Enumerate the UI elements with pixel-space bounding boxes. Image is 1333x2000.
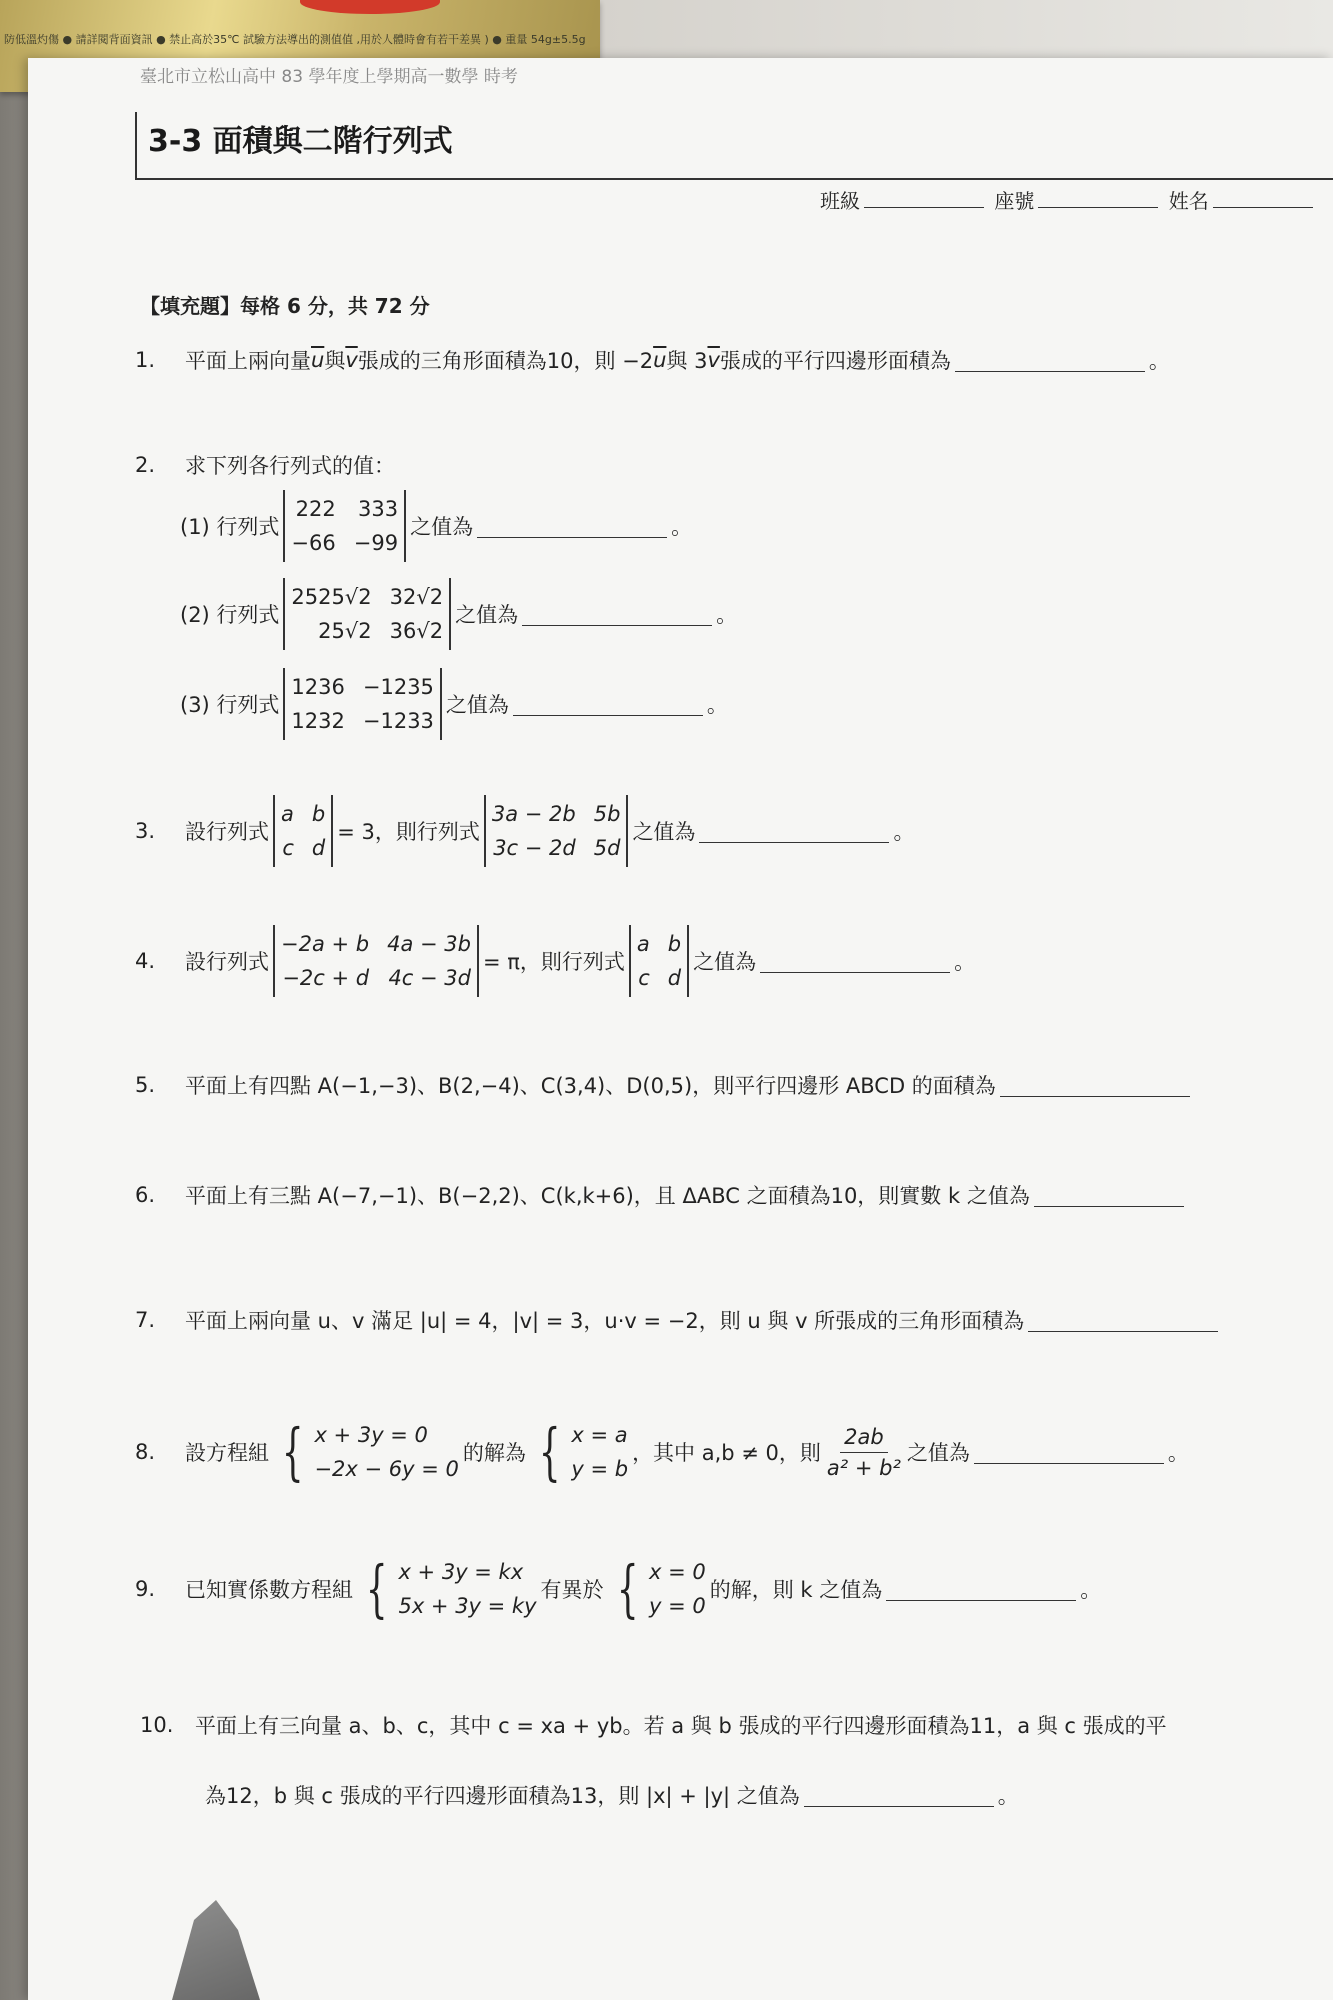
period: 。 — [1080, 1578, 1102, 1602]
question-number: 1. — [135, 348, 156, 372]
determinant — [273, 795, 333, 867]
vector-v: $\overline{v}$ — [707, 348, 720, 372]
answer-blank[interactable] — [699, 820, 889, 843]
det-entry: 222 — [295, 497, 336, 521]
question-number: 2. — [135, 453, 156, 477]
question-2 — [135, 450, 395, 480]
question-number: 9. — [135, 1577, 156, 1601]
q-tail: 之值為 — [445, 693, 509, 717]
brace: { — [538, 1415, 561, 1488]
det-entry: b — [667, 932, 682, 956]
q1-text-e: 張成的平行四邊形面積為 — [719, 349, 951, 373]
det-entry: 4c − 3d — [388, 966, 471, 990]
question-number: 4. — [135, 949, 156, 973]
question-number: 8. — [135, 1440, 156, 1464]
question-4 — [135, 925, 975, 997]
det-entry: −1233 — [362, 709, 434, 733]
class-label: 班級 — [820, 189, 860, 213]
answer-blank[interactable] — [804, 1784, 994, 1807]
det-entry: −2c + d — [282, 966, 370, 990]
q-mid: 的解為 — [462, 1441, 526, 1465]
det-entry: 5d — [593, 836, 621, 860]
equation-row: x = 0 — [648, 1560, 706, 1584]
det-entry: 5b — [593, 802, 621, 826]
question-8 — [135, 1415, 1189, 1488]
det-entry: 25√2 — [318, 619, 372, 643]
question-3 — [135, 795, 914, 867]
determinant — [283, 578, 451, 650]
det-entry: 1232 — [291, 709, 345, 733]
det-entry: −66 — [291, 531, 336, 555]
answer-blank[interactable] — [513, 693, 703, 716]
brace: { — [281, 1415, 304, 1488]
q1-text-b: 與 — [324, 349, 346, 373]
question-number: 5. — [135, 1073, 156, 1097]
question-number: 7. — [135, 1308, 156, 1332]
solution-system — [608, 1552, 706, 1625]
seat-label: 座號 — [994, 189, 1035, 213]
section-heading: 【填充題】每格 6 分，共 72 分 — [140, 294, 430, 318]
part-label: (1) 行列式 — [180, 515, 280, 539]
q-tail: 之值為 — [410, 515, 474, 539]
vector-u: $\overline{u}$ — [311, 348, 325, 372]
det-entry: −99 — [353, 531, 399, 555]
q1-text-a: 平面上兩向量 — [185, 349, 311, 373]
page-title: 3-3 面積與二階行列式 — [148, 124, 453, 159]
class-blank[interactable] — [864, 189, 984, 208]
question-2-part-3 — [180, 668, 728, 740]
packet-red-mark — [300, 0, 440, 14]
q-tail: 之值為 — [632, 820, 696, 844]
answer-blank[interactable] — [886, 1578, 1076, 1601]
q-pre: 設方程組 — [185, 1441, 269, 1465]
vector-u: $\overline{u}$ — [653, 348, 667, 372]
question-number: 3. — [135, 819, 156, 843]
question-9 — [135, 1552, 1102, 1625]
answer-blank[interactable] — [1028, 1309, 1218, 1332]
equation-row: x + 3y = 0 — [314, 1423, 428, 1447]
answer-blank[interactable] — [974, 1441, 1164, 1464]
equation-row: −2x − 6y = 0 — [314, 1457, 459, 1481]
question-1 — [135, 345, 1170, 375]
period: 。 — [1148, 349, 1170, 373]
determinant — [283, 668, 442, 740]
answer-blank[interactable] — [1034, 1184, 1184, 1207]
denominator: a² + b² — [826, 1455, 901, 1480]
fraction — [827, 1422, 901, 1483]
seat-blank[interactable] — [1038, 189, 1158, 208]
answer-blank[interactable] — [760, 950, 950, 973]
det-entry: 36√2 — [389, 619, 444, 643]
part-label: (3) 行列式 — [180, 693, 280, 717]
det-entry: 3c − 2d — [493, 836, 576, 860]
equation-row: y = 0 — [648, 1594, 706, 1618]
answer-blank[interactable] — [477, 515, 667, 538]
equation-row: 5x + 3y = ky — [398, 1594, 537, 1618]
period: 。 — [893, 820, 915, 844]
answer-blank[interactable] — [1000, 1074, 1190, 1097]
question-number: 10. — [140, 1713, 174, 1737]
det-entry: 1236 — [291, 675, 345, 699]
q-mid: 有異於 — [540, 1578, 604, 1602]
q7-text: 平面上兩向量 u、v 滿足 |u| = 4，|v| = 3，u·v = −2，則 u 與 v 所張成的三角形面積為 — [185, 1309, 1025, 1333]
q-pre: 已知實係數方程組 — [185, 1578, 353, 1602]
period: 。 — [671, 515, 693, 539]
period: 。 — [954, 950, 976, 974]
solution-system — [530, 1415, 629, 1488]
numerator: 2ab — [840, 1422, 888, 1453]
equation-row: x + 3y = kx — [398, 1560, 524, 1584]
question-2-part-1 — [180, 490, 692, 562]
question-2-part-2 — [180, 578, 737, 650]
brace: { — [365, 1552, 388, 1625]
det-entry: d — [311, 836, 326, 860]
det-entry: c — [282, 836, 294, 860]
question-5 — [135, 1070, 1194, 1100]
q-tail: 的解，則 k 之值為 — [709, 1578, 883, 1602]
equation-row: y = b — [571, 1457, 629, 1481]
q1-text-c: 張成的三角形面積為10，則 −2 — [357, 349, 654, 373]
question-10-cont — [205, 1780, 1019, 1810]
determinant — [273, 925, 479, 997]
answer-blank[interactable] — [955, 349, 1145, 372]
determinant — [629, 925, 689, 997]
det-entry: a — [281, 802, 294, 826]
q-pre: 設行列式 — [185, 820, 269, 844]
det-entry: c — [638, 966, 650, 990]
equation-system — [273, 1415, 459, 1488]
q-tail: 之值為 — [693, 950, 757, 974]
name-blank[interactable] — [1213, 189, 1313, 208]
q10-line-1: 平面上有三向量 a、b、c，其中 c = xa + yb。若 a 與 b 張成的平行四邊形面積為11，a 與 c 張成的平 — [195, 1714, 1167, 1738]
q2-intro: 求下列各行列式的值： — [185, 454, 395, 478]
det-entry: 32√2 — [389, 585, 444, 609]
part-label: (2) 行列式 — [180, 603, 280, 627]
det-entry: b — [311, 802, 326, 826]
exam-header: 臺北市立松山高中 83 學年度上學期高一數學 時考 — [140, 67, 518, 87]
equation-system — [357, 1552, 537, 1625]
question-7 — [135, 1305, 1222, 1335]
q-cond: ，其中 a,b ≠ 0，則 — [632, 1441, 821, 1465]
det-entry: a — [636, 932, 650, 956]
det-entry: −2a + b — [281, 932, 370, 956]
det-entry: −1235 — [362, 675, 434, 699]
vector-v: $\overline{v}$ — [345, 348, 358, 372]
q-pre: 設行列式 — [185, 950, 269, 974]
question-10 — [140, 1710, 1167, 1740]
period: 。 — [716, 603, 738, 627]
period: 。 — [1167, 1441, 1189, 1465]
student-info-fields — [820, 185, 1317, 214]
q5-text: 平面上有四點 A(−1,−3)、B(2,−4)、C(3,4)、D(0,5)，則平行四邊形 ABCD 的面積為 — [185, 1074, 996, 1098]
det-entry: d — [667, 966, 682, 990]
name-label: 姓名 — [1168, 189, 1209, 213]
packet-text: 防低溫灼傷 ● 請詳閱背面資訊 ● 禁止高於35℃ 試驗方法導出的測值值 ,用於人體時會有若干差異 ) ● 重量 54g±5.5g — [4, 33, 586, 46]
q-tail: 之值為 — [455, 603, 519, 627]
det-entry: 2525√2 — [291, 585, 372, 609]
question-number: 6. — [135, 1183, 156, 1207]
period: 。 — [706, 693, 728, 717]
q1-text-d: 與 3 — [666, 349, 708, 373]
q-tail: 之值為 — [906, 1441, 970, 1465]
q-eq: = 3，則行列式 — [337, 820, 480, 844]
brace: { — [616, 1552, 639, 1625]
period: 。 — [997, 1784, 1019, 1808]
question-6 — [135, 1180, 1188, 1210]
det-entry: 4a − 3b — [387, 932, 471, 956]
answer-blank[interactable] — [522, 603, 712, 626]
equation-row: x = a — [571, 1423, 628, 1447]
q6-text: 平面上有三點 A(−7,−1)、B(−2,2)、C(k,k+6)，且 ΔABC 之面積為10，則實數 k 之值為 — [185, 1184, 1030, 1208]
q10-line-2: 為12，b 與 c 張成的平行四邊形面積為13，則 |x| + |y| 之值為 — [205, 1784, 800, 1808]
det-entry: 333 — [357, 497, 399, 521]
q-eq: = π，則行列式 — [482, 950, 625, 974]
det-entry: 3a − 2b — [491, 802, 576, 826]
determinant — [484, 795, 629, 867]
determinant — [283, 490, 406, 562]
